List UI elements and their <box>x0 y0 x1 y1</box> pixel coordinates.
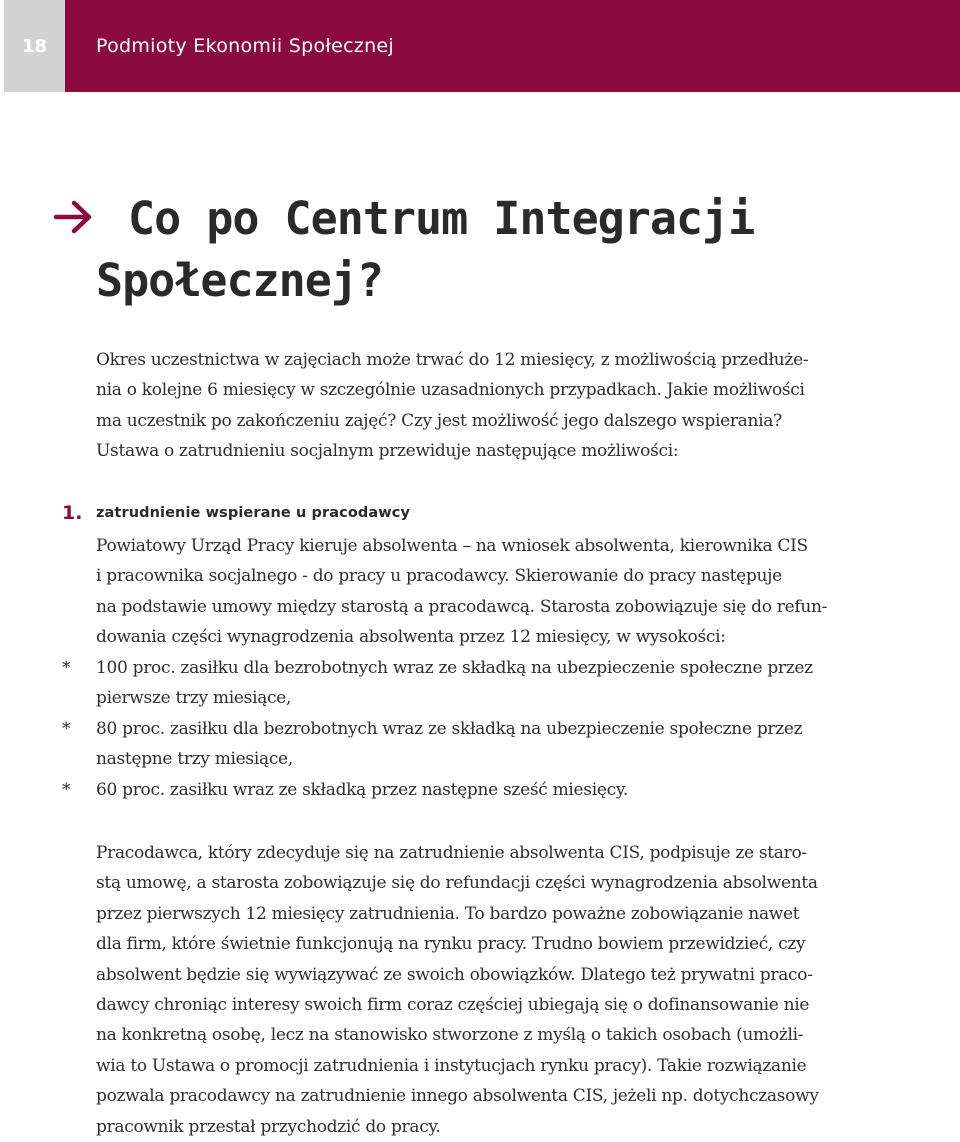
intro-paragraph <box>96 345 866 467</box>
closing-line: pozwala pracodawcy na zatrudnienie innego absolwenta CIS, jeżeli np. dotychczasowy <box>96 1086 819 1107</box>
section-body-line: dowania części wynagrodzenia absolwenta przez 12 miesięcy, w wysokości: <box>96 627 726 648</box>
title-line-2: Społecznej? <box>96 254 384 307</box>
intro-line: Okres uczestnictwa w zajęciach może trwać do 12 miesięcy, z możliwością przedłuże- <box>96 350 809 370</box>
closing-line: absolwent będzie się wywiązywać ze swoich obowiązków. Dlatego też prywatni praco- <box>96 964 813 985</box>
closing-line: przez pierwszych 12 miesięcy zatrudnienia. To bardzo poważne zobowiązanie nawet <box>96 903 800 924</box>
closing-line: dla firm, które świetnie funkcjonują na rynku pracy. Trudno bowiem przewidzieć, czy <box>96 934 806 955</box>
bullet-line: 100 proc. zasiłku dla bezrobotnych wraz ze składką na ubezpieczenie społeczne przez <box>96 658 813 678</box>
page-header <box>0 0 960 92</box>
bullet-marker: * <box>62 718 71 739</box>
closing-paragraph <box>96 838 876 1142</box>
arrow-right-icon <box>52 195 96 239</box>
section-body-line: Powiatowy Urząd Pracy kieruje absolwenta – na wniosek absolwenta, kierownika CIS <box>96 536 808 556</box>
list-item <box>62 714 862 775</box>
bullet-line: 80 proc. zasiłku dla bezrobotnych wraz ze składką na ubezpieczenie społeczne przez <box>96 718 803 739</box>
page-number: 18 <box>4 0 65 92</box>
running-title-band <box>65 0 960 92</box>
list-item <box>62 775 862 805</box>
section-body-line: na podstawie umowy między starostą a pracodawcą. Starosta zobowiązuje się do refun- <box>96 596 828 617</box>
section-heading: zatrudnienie wspierane u pracodawcy <box>96 505 411 521</box>
bullet-line: 60 proc. zasiłku wraz ze składką przez następne sześć miesięcy. <box>96 779 628 800</box>
closing-line: dawcy chroniąc interesy swoich firm coraz częściej ubiegają się o dofinansowanie nie <box>96 995 810 1016</box>
section-number: 1. <box>62 502 83 524</box>
bullet-marker: * <box>62 658 71 678</box>
intro-line: nia o kolejne 6 miesięcy w szczególnie uzasadnionych przypadkach. Jakie możliwości <box>96 380 805 401</box>
intro-line: ma uczestnik po zakończeniu zajęć? Czy jest możliwość jego dalszego wspierania? <box>96 410 782 431</box>
bullet-marker: * <box>62 779 71 800</box>
refund-bullet-list <box>62 653 862 805</box>
section-body <box>96 531 876 653</box>
closing-line: stą umowę, a starosta zobowiązuje się do refundacji części wynagrodzenia absolwenta <box>96 873 818 894</box>
bullet-line: pierwsze trzy miesiące, <box>96 688 292 709</box>
list-item <box>62 653 862 714</box>
closing-line: wia to Ustawa o promocji zatrudnienia i instytucjach rynku pracy). Takie rozwiązanie <box>96 1055 807 1076</box>
intro-line: Ustawa o zatrudnieniu socjalnym przewiduje następujące możliwości: <box>96 441 679 462</box>
page-title <box>96 188 876 312</box>
closing-line: na konkretną osobę, lecz na stanowisko stworzone z myślą o takich osobach (umożli- <box>96 1025 804 1046</box>
title-line-1: Co po Centrum Integracji <box>128 192 755 245</box>
section-body-line: i pracownika socjalnego - do pracy u pracodawcy. Skierowanie do pracy następuje <box>96 566 782 587</box>
running-title: Podmioty Ekonomii Społecznej <box>96 35 395 57</box>
closing-line: pracownik przestał przychodzić do pracy. <box>96 1116 441 1137</box>
bullet-line: następne trzy miesiące, <box>96 749 293 770</box>
closing-line: Pracodawca, który zdecyduje się na zatrudnienie absolwenta CIS, podpisuje ze staro- <box>96 843 807 863</box>
